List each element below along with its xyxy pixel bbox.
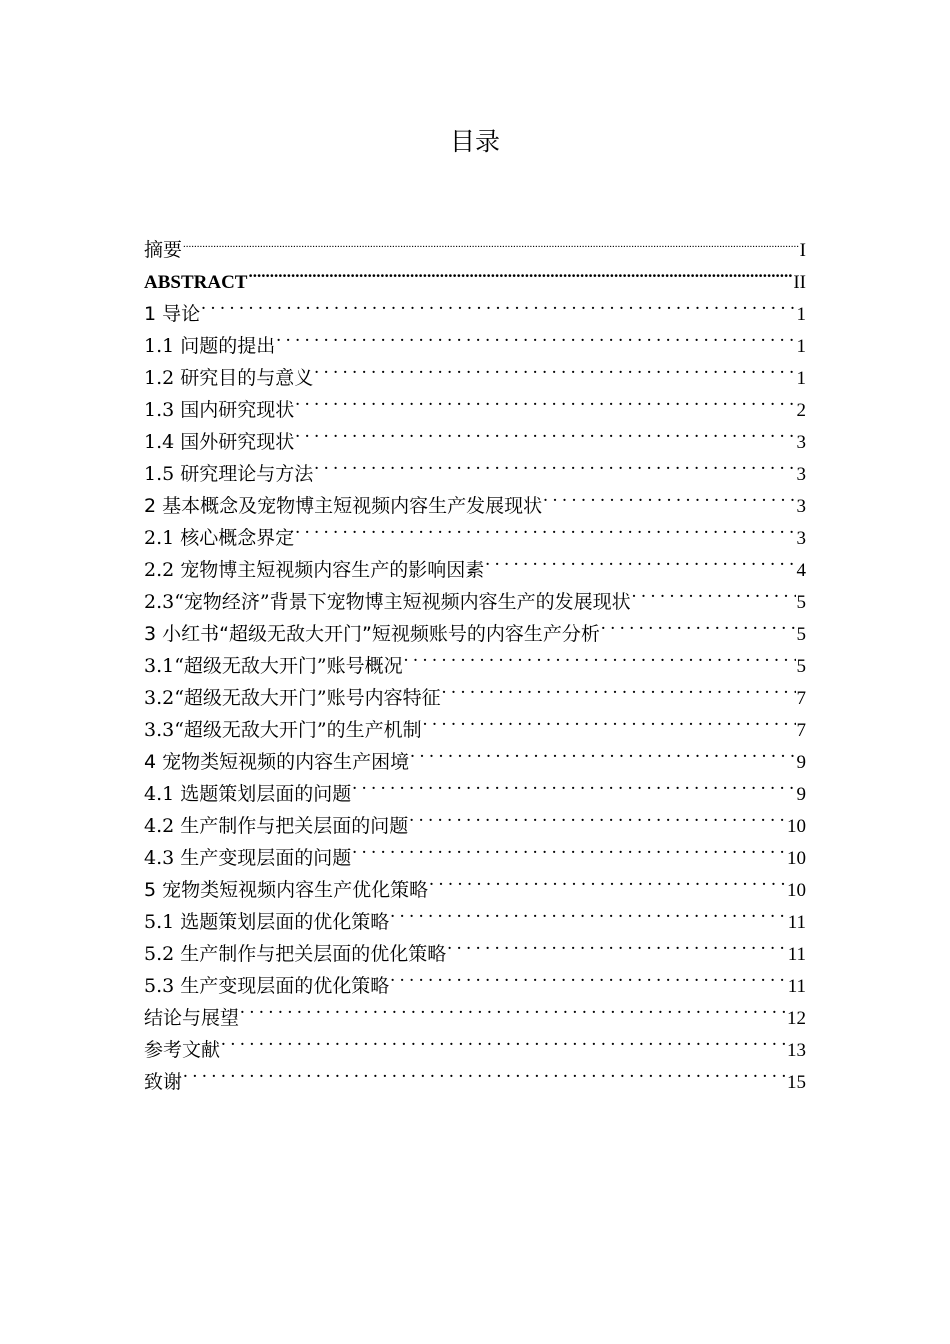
toc-dot-leader [485,544,795,576]
toc-entry-conclusion[interactable] [144,992,806,1029]
toc-dot-leader [240,992,786,1024]
toc-dot-leader [295,416,795,448]
toc-entry-chapter-1[interactable] [144,288,806,325]
toc-entry-page: 15 [787,1072,806,1093]
toc-dot-leader [390,896,786,928]
toc-dot-leader [447,928,786,960]
toc-entry-label: 1.2 研究目的与意义 [144,367,314,389]
toc-dot-leader [276,320,795,352]
toc-dot-leader [248,256,792,288]
toc-entry-page: 11 [787,944,806,965]
toc-dot-leader [410,736,795,768]
toc-entry-label: 2.3“宠物经济”背景下宠物博主短视频内容生产的发展现状 [144,591,631,613]
toc-entry-page: 3 [796,464,806,485]
toc-entry-page: 2 [796,400,806,421]
toc-entry-abstract-en[interactable] [144,256,806,293]
toc-entry-label: 5.3 生产变现层面的优化策略 [144,975,390,997]
toc-entry-page: 11 [787,912,806,933]
toc-entry-label: 1.3 国内研究现状 [144,399,295,421]
toc-dot-leader [183,1056,786,1088]
toc-entry-page: 10 [787,848,806,869]
toc-entry-label: 1.5 研究理论与方法 [144,463,314,485]
toc-entry-label: 1 导论 [144,303,201,325]
toc-entry-label: 2 基本概念及宠物博主短视频内容生产发展现状 [144,495,543,517]
toc-entry-label: 5.1 选题策划层面的优化策略 [144,911,390,933]
toc-entry-page: II [793,272,806,293]
toc-dot-leader [295,512,795,544]
toc-entry-page: 3 [796,432,806,453]
toc-dot-leader [352,768,795,800]
toc-entry-references[interactable] [144,1024,806,1061]
table-of-contents [144,224,806,1093]
toc-entry-page: 10 [787,880,806,901]
toc-entry-label: 摘要 [144,239,183,261]
toc-entry-page: 11 [787,976,806,997]
toc-dot-leader [404,640,796,672]
toc-entry-label: 2.2 宠物博主短视频内容生产的影响因素 [144,559,485,581]
toc-entry-label: 结论与展望 [144,1007,240,1029]
toc-dot-leader [201,288,795,320]
toc-entry-label: ABSTRACT [144,272,248,293]
toc-dot-leader [295,384,795,416]
toc-dot-leader [183,224,799,256]
toc-entry-page: I [799,240,806,261]
toc-entry-label: 3.2“超级无敌大开门”账号内容特征 [144,687,441,709]
page-title: 目录 [449,127,500,156]
toc-entry-label: 5.2 生产制作与把关层面的优化策略 [144,943,447,965]
toc-dot-leader [632,576,796,608]
toc-entry-page: 5 [796,624,806,645]
toc-dot-leader [429,864,786,896]
toc-entry-page: 3 [796,496,806,517]
toc-entry-page: 1 [796,368,806,389]
toc-entry-page: 4 [796,560,806,581]
toc-entry-page: 1 [796,336,806,357]
toc-entry-label: 5 宠物类短视频内容生产优化策略 [144,879,429,901]
toc-entry-label: 4.2 生产制作与把关层面的问题 [144,815,409,837]
toc-entry-label: 致谢 [144,1071,183,1093]
toc-dot-leader [352,832,786,864]
toc-entry-page: 1 [796,304,806,325]
toc-dot-leader [543,480,795,512]
toc-entry-page: 3 [796,528,806,549]
toc-entry-page: 7 [796,688,806,709]
toc-entry-label: 2.1 核心概念界定 [144,527,295,549]
toc-entry-page: 13 [787,1040,806,1061]
toc-entry-label: 参考文献 [144,1039,221,1061]
toc-dot-leader [314,352,795,384]
toc-entry-page: 7 [796,720,806,741]
toc-dot-leader [409,800,786,832]
toc-entry-acknowledgements[interactable] [144,1056,806,1093]
toc-entry-label: 1.1 问题的提出 [144,335,276,357]
toc-dot-leader [390,960,786,992]
toc-dot-leader [601,608,796,640]
toc-entry-page: 9 [796,752,806,773]
toc-entry-label: 4.3 生产变现层面的问题 [144,847,352,869]
toc-dot-leader [221,1024,786,1056]
toc-entry-label: 1.4 国外研究现状 [144,431,295,453]
toc-dot-leader [314,448,795,480]
toc-entry-section-1-1[interactable] [144,320,806,357]
toc-entry-page: 10 [787,816,806,837]
toc-entry-page: 12 [787,1008,806,1029]
toc-dot-leader [423,704,796,736]
toc-entry-label: 3 小红书“超级无敌大开门”短视频账号的内容生产分析 [144,623,600,645]
toc-entry-page: 5 [796,592,806,613]
toc-entry-abstract-cn[interactable] [144,224,806,261]
toc-entry-label: 4 宠物类短视频的内容生产困境 [144,751,410,773]
toc-entry-label: 4.1 选题策划层面的问题 [144,783,352,805]
toc-entry-label: 3.3“超级无敌大开门”的生产机制 [144,719,422,741]
toc-entry-page: 5 [796,656,806,677]
toc-entry-label: 3.1“超级无敌大开门”账号概况 [144,655,403,677]
toc-entry-page: 9 [796,784,806,805]
toc-dot-leader [442,672,796,704]
